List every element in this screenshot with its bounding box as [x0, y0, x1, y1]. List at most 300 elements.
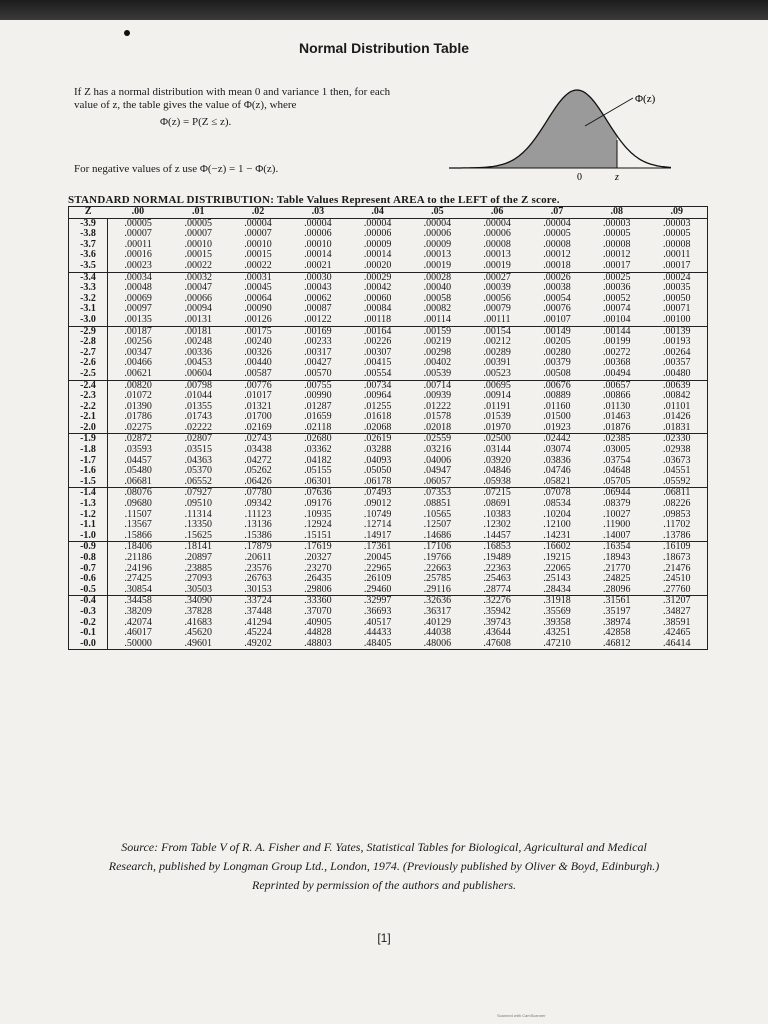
probability-cell: .00169: [304, 325, 332, 337]
probability-cell: .28434: [527, 585, 587, 596]
probability-cell: .28774: [467, 585, 527, 596]
probability-cell: .00087: [304, 303, 332, 315]
table-body: [69, 218, 708, 650]
column-header: .08: [587, 207, 647, 219]
probability-cell: .00289: [483, 346, 511, 358]
probability-cell: .25785: [423, 573, 452, 585]
probability-cell: .00003: [663, 217, 691, 229]
z-value-cell: -3.4: [69, 272, 108, 283]
probability-cell: .46414: [647, 639, 708, 650]
probability-cell: .00122: [288, 315, 348, 326]
probability-cell: .00842: [663, 390, 691, 402]
probability-cell: .06811: [663, 487, 691, 499]
probability-cell: .05370: [184, 465, 212, 477]
probability-cell: .00005: [602, 228, 631, 240]
probability-cell: .00076: [543, 303, 571, 315]
probability-cell: .10027: [602, 508, 631, 520]
probability-cell: .21770: [602, 562, 631, 574]
probability-cell: .16853: [483, 541, 511, 553]
probability-cell: .00326: [244, 346, 272, 358]
z-value-cell: -0.4: [69, 596, 108, 607]
probability-cell: .02559: [423, 433, 452, 445]
probability-cell: .04457: [124, 454, 152, 466]
probability-cell: .15625: [168, 531, 228, 542]
probability-cell: .33724: [244, 595, 272, 607]
probability-cell: .08379: [602, 498, 631, 510]
probability-cell: .24196: [124, 562, 152, 574]
probability-cell: .17619: [304, 541, 332, 553]
probability-cell: .00029: [363, 271, 392, 283]
probability-cell: .00047: [184, 282, 212, 294]
probability-cell: .00494: [587, 369, 647, 380]
table-row: [69, 639, 708, 650]
table-row: [69, 261, 708, 272]
probability-cell: .00039: [483, 282, 511, 294]
scan-top-border: [0, 0, 768, 20]
probability-cell: .00144: [602, 325, 631, 337]
probability-cell: .02275: [108, 423, 169, 434]
table-row: [69, 553, 708, 564]
probability-cell: .38209: [124, 605, 152, 617]
probability-cell: .01463: [602, 411, 631, 423]
probability-cell: .00298: [423, 346, 452, 358]
probability-cell: .01876: [587, 423, 647, 434]
probability-cell: .00008: [602, 238, 631, 250]
probability-cell: .00004: [244, 217, 272, 229]
z-value-cell: -0.8: [69, 553, 108, 564]
probability-cell: .09176: [304, 498, 332, 510]
probability-cell: .03920: [483, 454, 511, 466]
probability-cell: .00028: [423, 271, 452, 283]
probability-cell: .20327: [304, 552, 332, 563]
probability-cell: .00015: [244, 249, 272, 261]
probability-cell: .02222: [168, 423, 228, 434]
z-value-cell: -3.7: [69, 240, 108, 251]
probability-cell: .01390: [124, 400, 152, 412]
table-header: STANDARD NORMAL DISTRIBUTION: Table Values Represent AREA to the LEFT of the Z score.: [68, 194, 560, 206]
probability-cell: .01044: [184, 390, 212, 402]
probability-cell: .06681: [108, 477, 169, 488]
intro-text: If Z has a normal distribution with mean 0 and variance 1 then, for each value of z, the table gives the value of Φ(z), where: [74, 86, 391, 111]
table-row: [69, 585, 708, 596]
probability-cell: .06057: [407, 477, 467, 488]
probability-cell: .07636: [304, 487, 332, 499]
probability-cell: .01255: [363, 400, 392, 412]
probability-cell: .48405: [348, 639, 408, 650]
probability-cell: .03515: [184, 444, 212, 456]
table-row: [69, 607, 708, 618]
z-value-cell: -3.0: [69, 315, 108, 326]
probability-cell: .03074: [543, 444, 571, 456]
column-header-z: Z: [69, 207, 108, 219]
z-label: z: [615, 172, 619, 183]
probability-cell: .00038: [543, 282, 571, 294]
probability-cell: .34090: [184, 595, 212, 607]
probability-cell: .31561: [602, 595, 631, 607]
probability-cell: .12924: [304, 519, 332, 531]
probability-cell: .01539: [483, 411, 511, 423]
intro-paragraph: [74, 86, 404, 129]
probability-cell: .00187: [124, 325, 152, 337]
probability-cell: .08851: [423, 498, 452, 510]
probability-cell: .02330: [663, 433, 691, 445]
probability-cell: .01786: [124, 411, 152, 423]
column-header: .03: [288, 207, 348, 219]
source-line: Research, published by Longman Group Ltd., London, 1974. (Previously published by Oliver & Boyd, Edinburgh.): [108, 859, 660, 873]
probability-cell: .00005: [124, 217, 152, 229]
probability-cell: .00135: [108, 315, 169, 326]
probability-cell: .00074: [602, 303, 631, 315]
table-row: [69, 369, 708, 380]
probability-cell: .01130: [603, 400, 631, 412]
probability-cell: .00006: [483, 228, 511, 240]
probability-cell: .05262: [244, 465, 272, 477]
probability-cell: .00347: [124, 346, 152, 358]
probability-cell: .00964: [363, 390, 392, 402]
probability-cell: .36317: [423, 605, 452, 617]
probability-cell: .00820: [124, 379, 152, 391]
probability-cell: .00199: [602, 336, 631, 348]
probability-cell: .00019: [467, 261, 527, 272]
probability-cell: .00007: [124, 228, 152, 240]
probability-cell: .00011: [124, 238, 152, 250]
probability-cell: .09680: [124, 498, 152, 510]
probability-cell: .00317: [304, 346, 332, 358]
probability-cell: .24510: [663, 573, 691, 585]
probability-cell: .20611: [244, 552, 272, 563]
z-value-cell: -2.3: [69, 391, 108, 402]
probability-cell: .17361: [363, 541, 392, 553]
probability-cell: .46017: [124, 627, 152, 639]
probability-cell: .00181: [184, 325, 212, 337]
probability-cell: .06178: [348, 477, 408, 488]
probability-cell: .05155: [304, 465, 332, 477]
probability-cell: .20045: [363, 552, 392, 563]
probability-cell: .04648: [602, 465, 631, 477]
probability-cell: .11123: [244, 508, 272, 520]
probability-cell: .00042: [363, 282, 392, 294]
probability-cell: .37448: [244, 605, 272, 617]
probability-cell: .00006: [363, 228, 392, 240]
probability-cell: .00272: [602, 346, 631, 358]
probability-cell: .00604: [168, 369, 228, 380]
probability-cell: .08691: [483, 498, 511, 510]
probability-cell: .44038: [423, 627, 452, 639]
probability-cell: .00023: [108, 261, 169, 272]
probability-cell: .01618: [363, 411, 392, 423]
probability-cell: .09853: [663, 508, 691, 520]
probability-cell: .27760: [647, 585, 708, 596]
table-row: [69, 423, 708, 434]
probability-cell: .38591: [663, 616, 691, 628]
probability-cell: .39358: [543, 616, 571, 628]
probability-cell: .41294: [244, 616, 272, 628]
probability-cell: .08226: [663, 498, 691, 510]
z-value-cell: -1.6: [69, 466, 108, 477]
probability-cell: .00050: [663, 292, 691, 304]
probability-cell: .00149: [543, 325, 571, 337]
probability-cell: .08076: [124, 487, 152, 499]
probability-cell: .48006: [407, 639, 467, 650]
probability-cell: .01700: [244, 411, 272, 423]
probability-cell: .00990: [304, 390, 332, 402]
probability-cell: .00939: [423, 390, 452, 402]
probability-cell: .00004: [423, 217, 452, 229]
probability-cell: .00022: [168, 261, 228, 272]
probability-cell: .04093: [363, 454, 392, 466]
z-value-cell: -2.5: [69, 369, 108, 380]
page-number: [1]: [377, 931, 391, 945]
probability-cell: .01072: [124, 390, 152, 402]
probability-cell: .01321: [244, 400, 272, 412]
probability-cell: .42074: [124, 616, 152, 628]
probability-cell: .05705: [587, 477, 647, 488]
probability-cell: .47608: [467, 639, 527, 650]
probability-cell: .00440: [244, 357, 272, 369]
probability-cell: .09342: [244, 498, 272, 510]
probability-cell: .03593: [124, 444, 152, 456]
z-value-cell: -1.9: [69, 434, 108, 445]
probability-cell: .06426: [228, 477, 288, 488]
probability-cell: .00024: [663, 271, 691, 283]
probability-cell: .04182: [304, 454, 332, 466]
z-value-cell: -3.3: [69, 283, 108, 294]
probability-cell: .00008: [483, 238, 511, 250]
z-value-cell: -1.1: [69, 520, 108, 531]
probability-cell: .30153: [228, 585, 288, 596]
probability-cell: .00480: [647, 369, 708, 380]
probability-cell: .00018: [527, 261, 587, 272]
shaded-area: [449, 90, 617, 168]
probability-cell: .11702: [663, 519, 691, 531]
probability-cell: .19766: [423, 552, 452, 563]
probability-cell: .00026: [543, 271, 571, 283]
probability-cell: .00058: [423, 292, 452, 304]
probability-cell: .00336: [184, 346, 212, 358]
probability-cell: .10749: [363, 508, 392, 520]
source-line: Source: From Table V of R. A. Fisher and F. Yates, Statistical Tables for Biological, Agricultural and Medical: [121, 840, 647, 854]
probability-cell: .00139: [663, 325, 691, 337]
probability-cell: .11900: [603, 519, 631, 531]
probability-cell: .32276: [483, 595, 511, 607]
z-value-cell: -1.8: [69, 445, 108, 456]
probability-cell: .00014: [363, 249, 392, 261]
probability-cell: .42465: [663, 627, 691, 639]
probability-cell: .00043: [304, 282, 332, 294]
intro-formula: Φ(z) = P(Z ≤ z).: [160, 116, 232, 128]
probability-cell: .00453: [184, 357, 212, 369]
probability-cell: .18406: [124, 541, 152, 553]
probability-cell: .00368: [602, 357, 631, 369]
probability-cell: .30854: [108, 585, 169, 596]
probability-cell: .29460: [348, 585, 408, 596]
z-value-cell: -1.0: [69, 531, 108, 542]
probability-cell: .11314: [184, 508, 212, 520]
probability-cell: .47210: [527, 639, 587, 650]
z-value-cell: -0.5: [69, 585, 108, 596]
probability-cell: .05050: [363, 465, 392, 477]
probability-cell: .00539: [407, 369, 467, 380]
probability-cell: .35569: [543, 605, 571, 617]
probability-cell: .26435: [304, 573, 332, 585]
probability-cell: .00035: [663, 282, 691, 294]
probability-cell: .02743: [244, 433, 272, 445]
probability-cell: .22965: [363, 562, 392, 574]
probability-cell: .20897: [184, 552, 212, 563]
probability-cell: .00307: [363, 346, 392, 358]
probability-cell: .03216: [423, 444, 452, 456]
probability-cell: .00100: [647, 315, 708, 326]
probability-cell: .07215: [483, 487, 511, 499]
probability-cell: .00060: [363, 292, 392, 304]
probability-cell: .05480: [124, 465, 152, 477]
probability-cell: .00079: [483, 303, 511, 315]
z-value-cell: -2.8: [69, 337, 108, 348]
z-table: [68, 206, 708, 650]
probability-cell: .00570: [288, 369, 348, 380]
probability-cell: .00118: [348, 315, 408, 326]
probability-cell: .00062: [304, 292, 332, 304]
probability-cell: .00017: [587, 261, 647, 272]
probability-cell: .00004: [543, 217, 571, 229]
column-header: .02: [228, 207, 288, 219]
probability-cell: .01101: [663, 400, 691, 412]
probability-cell: .12302: [483, 519, 511, 531]
probability-cell: .00695: [483, 379, 511, 391]
probability-cell: .02442: [543, 433, 571, 445]
probability-cell: .23885: [184, 562, 212, 574]
probability-cell: .05938: [467, 477, 527, 488]
probability-cell: .44828: [304, 627, 332, 639]
probability-cell: .00097: [124, 303, 152, 315]
probability-cell: .00066: [184, 292, 212, 304]
column-header: .04: [348, 207, 408, 219]
probability-cell: .00107: [527, 315, 587, 326]
probability-cell: .02938: [663, 444, 691, 456]
probability-cell: .00131: [168, 315, 228, 326]
probability-cell: .01160: [543, 400, 571, 412]
column-header: .01: [168, 207, 228, 219]
z-value-cell: -0.1: [69, 628, 108, 639]
probability-cell: .17106: [423, 541, 452, 553]
table-row: [69, 315, 708, 326]
probability-cell: .05592: [647, 477, 708, 488]
probability-cell: .31207: [663, 595, 691, 607]
zero-label: 0: [577, 172, 582, 183]
probability-cell: .24825: [602, 573, 631, 585]
column-header: .09: [647, 207, 708, 219]
probability-cell: .00054: [543, 292, 571, 304]
probability-cell: .00013: [483, 249, 511, 261]
probability-cell: .26109: [363, 573, 392, 585]
probability-cell: .00621: [108, 369, 169, 380]
probability-cell: .02680: [304, 433, 332, 445]
probability-cell: .00676: [543, 379, 571, 391]
table-row: [69, 531, 708, 542]
probability-cell: .00017: [647, 261, 708, 272]
probability-cell: .00019: [407, 261, 467, 272]
probability-cell: .02169: [228, 423, 288, 434]
probability-cell: .01222: [423, 400, 452, 412]
probability-cell: .00111: [467, 315, 527, 326]
probability-cell: .03754: [602, 454, 631, 466]
probability-cell: .35942: [483, 605, 511, 617]
probability-cell: .00010: [304, 238, 332, 250]
probability-cell: .02118: [288, 423, 348, 434]
probability-cell: .49202: [228, 639, 288, 650]
probability-cell: .48803: [288, 639, 348, 650]
probability-cell: .00193: [663, 336, 691, 348]
z-value-cell: -0.0: [69, 639, 108, 650]
probability-cell: .00020: [348, 261, 408, 272]
probability-cell: .14457: [467, 531, 527, 542]
probability-cell: .29116: [407, 585, 467, 596]
probability-cell: .05821: [527, 477, 587, 488]
z-value-cell: -1.3: [69, 499, 108, 510]
probability-cell: .19215: [543, 552, 571, 563]
probability-cell: .00032: [184, 271, 212, 283]
probability-cell: .17879: [244, 541, 272, 553]
probability-cell: .00256: [124, 336, 152, 348]
probability-cell: .50000: [108, 639, 169, 650]
probability-cell: .18141: [184, 541, 212, 553]
probability-cell: .00104: [587, 315, 647, 326]
probability-cell: .01355: [184, 400, 212, 412]
probability-cell: .00012: [543, 249, 571, 261]
probability-cell: .03005: [602, 444, 631, 456]
probability-cell: .02500: [483, 433, 511, 445]
probability-cell: .00009: [363, 238, 392, 250]
probability-cell: .29806: [288, 585, 348, 596]
probability-cell: .33360: [304, 595, 332, 607]
probability-cell: .40129: [423, 616, 452, 628]
probability-cell: .00587: [228, 369, 288, 380]
probability-cell: .00233: [304, 336, 332, 348]
negative-values-note: For negative values of z use Φ(−z) = 1 − Φ(z).: [74, 163, 279, 175]
z-value-cell: -0.2: [69, 618, 108, 629]
probability-cell: .26763: [244, 573, 272, 585]
probability-cell: .34827: [663, 605, 691, 617]
probability-cell: .38974: [602, 616, 631, 628]
probability-cell: .00427: [304, 357, 332, 369]
probability-cell: .37828: [184, 605, 212, 617]
probability-cell: .14231: [527, 531, 587, 542]
probability-cell: .07927: [184, 487, 212, 499]
probability-cell: .07780: [244, 487, 272, 499]
probability-cell: .00006: [423, 228, 452, 240]
probability-cell: .00508: [527, 369, 587, 380]
probability-cell: .35197: [602, 605, 631, 617]
probability-cell: .00031: [244, 271, 272, 283]
probability-cell: .03362: [304, 444, 332, 456]
probability-cell: .15866: [108, 531, 169, 542]
scanner-watermark: Scanned with CamScanner: [497, 1013, 546, 1018]
probability-cell: .00639: [663, 379, 691, 391]
probability-cell: .00114: [407, 315, 467, 326]
probability-cell: .00866: [602, 390, 631, 402]
z-value-cell: -3.6: [69, 250, 108, 261]
probability-cell: .00226: [363, 336, 392, 348]
probability-cell: .00554: [348, 369, 408, 380]
probability-cell: .00009: [423, 238, 452, 250]
probability-cell: .14007: [587, 531, 647, 542]
probability-cell: .00003: [602, 217, 631, 229]
probability-cell: .00391: [483, 357, 511, 369]
probability-cell: .01191: [483, 400, 511, 412]
probability-cell: .00159: [423, 325, 452, 337]
probability-cell: .00090: [244, 303, 272, 315]
probability-cell: .11507: [124, 508, 152, 520]
